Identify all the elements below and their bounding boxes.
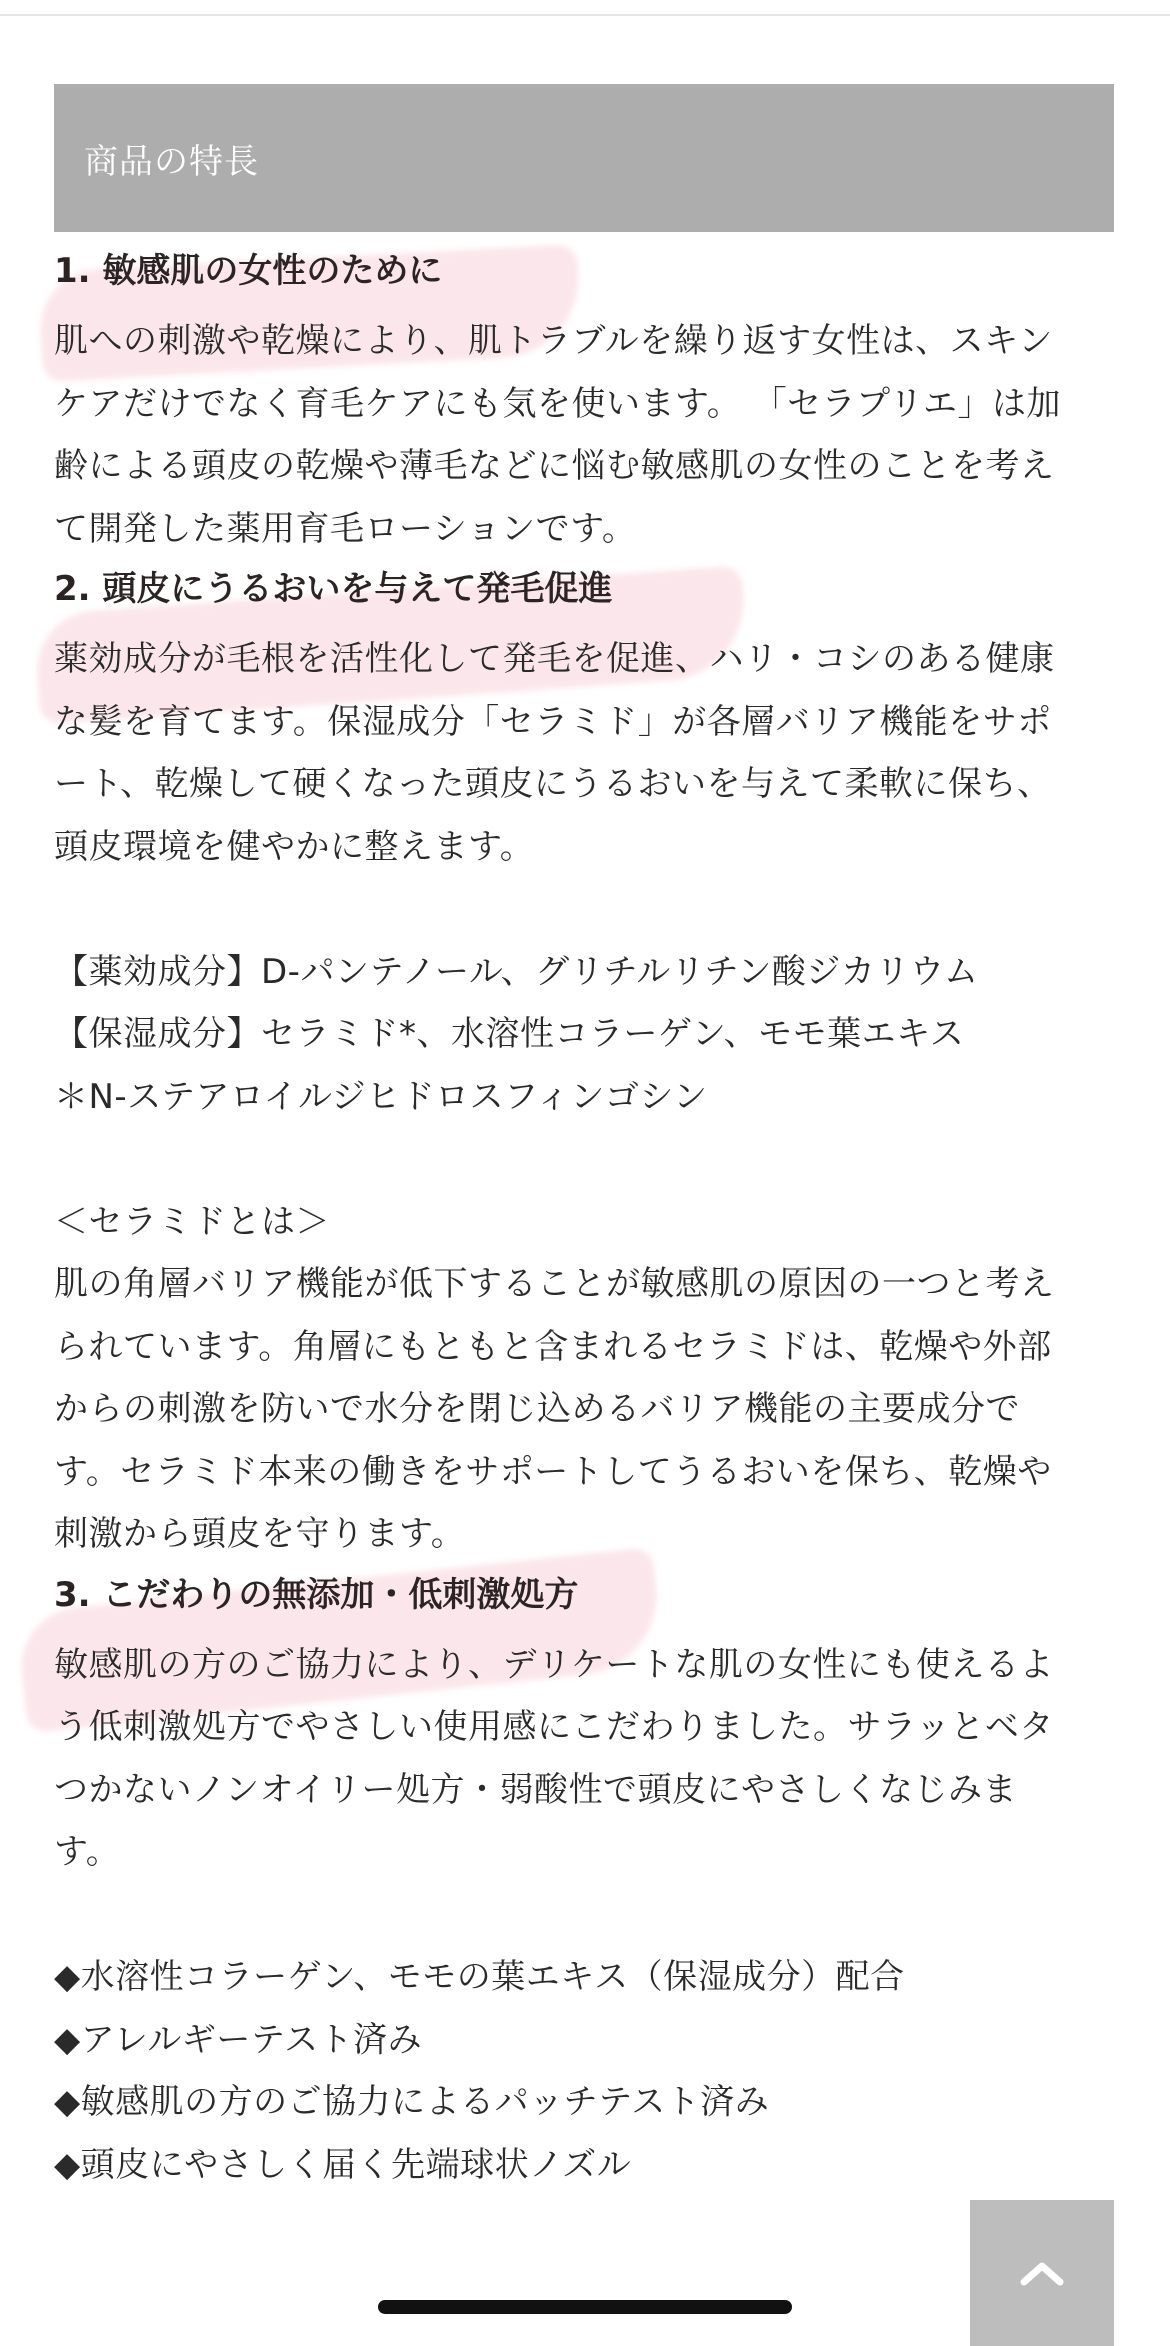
ingredient-footnote: ＊N-ステアロイルジヒドロスフィンゴシン	[54, 1076, 708, 1117]
ingredient-line: 【保湿成分】セラミド*、水溶性コラーゲン、モモ葉エキス	[54, 1014, 965, 1054]
feature-heading: 1. 敏感肌の女性のために	[54, 251, 443, 291]
text-line: 薬効成分が毛根を活性化して発毛を促進、ハリ・コシのある健康	[54, 639, 1055, 679]
ceramide-title: ＜セラミドとは＞	[54, 1201, 330, 1242]
bullet-item: ◆敏感肌の方のご協力によるパッチテスト済み	[54, 2082, 770, 2122]
text-line: 敏感肌の方のご協力により、デリケートな肌の女性にも使えるよ	[54, 1644, 1054, 1685]
text-line: す。セラミド本来の働きをサポートしてうるおいを保ち、乾燥や	[54, 1451, 1052, 1492]
ingredient-list	[54, 941, 1116, 1129]
text-line: つかないノンオイリー処方・弱酸性で頭皮にやさしくなじみま	[54, 1769, 1017, 1810]
home-indicator[interactable]	[378, 2300, 792, 2314]
text-line: られています。角層にもともと含まれるセラミドは、乾燥や外部	[54, 1326, 1052, 1367]
feature-content	[54, 240, 1116, 2196]
bullet-item: ◆アレルギーテスト済み	[54, 2019, 423, 2060]
feature-section-3	[54, 1564, 1116, 2197]
text-line: 齢による頭皮の乾燥や薄毛などに悩む敏感肌の女性のことを考え	[54, 446, 1055, 486]
section-title: 商品の特長	[84, 141, 259, 182]
chevron-up-icon	[1018, 2258, 1066, 2288]
bullet-item: ◆水溶性コラーゲン、モモの葉エキス（保湿成分）配合	[54, 1957, 905, 1997]
text-line: す。	[54, 1832, 121, 1872]
text-line: ケアだけでなく育毛ケアにも気を使います。 「セラプリエ」は加	[54, 383, 1062, 424]
feature-heading: 3. こだわりの無添加・低刺激処方	[54, 1574, 579, 1615]
feature-bullet-list	[54, 1946, 1116, 2196]
bullet-item: ◆頭皮にやさしく届く先端球状ノズル	[54, 2144, 632, 2185]
text-line: て開発した薬用育毛ローションです。	[54, 508, 637, 549]
feature-section-2	[54, 558, 1116, 1566]
text-line: ート、乾燥して硬くなった頭皮にうるおいを与えて柔軟に保ち、	[54, 764, 1052, 804]
text-line: からの刺激を防いで水分を閉じ込めるバリア機能の主要成分で	[54, 1389, 1020, 1429]
top-divider	[0, 14, 1170, 16]
text-line: 頭皮環境を健やかに整えます。	[54, 826, 535, 867]
feature-description	[54, 628, 1116, 878]
section-header	[54, 84, 1114, 232]
ingredient-line: 【薬効成分】D-パンテノール、グリチルリチン酸ジカリウム	[54, 951, 979, 992]
feature-section-1	[54, 240, 1116, 560]
text-line: 肌への刺激や乾燥により、肌トラブルを繰り返す女性は、スキン	[54, 321, 1053, 361]
text-line: 刺激から頭皮を守ります。	[54, 1514, 466, 1554]
feature-heading: 2. 頭皮にうるおいを与えて発毛促進	[54, 569, 613, 609]
back-to-top-button[interactable]	[970, 2200, 1114, 2346]
feature-description	[54, 1634, 1116, 1884]
text-line: 肌の角層バリア機能が低下することが敏感肌の原因の一つと考え	[54, 1264, 1055, 1304]
ceramide-explanation	[54, 1191, 1116, 1566]
text-line: な髪を育てます。保湿成分「セラミド」が各層バリア機能をサポ	[54, 701, 1052, 742]
feature-description	[54, 310, 1116, 560]
text-line: う低刺激処方でやさしい使用感にこだわりました。サラッとベタ	[54, 1707, 1054, 1747]
